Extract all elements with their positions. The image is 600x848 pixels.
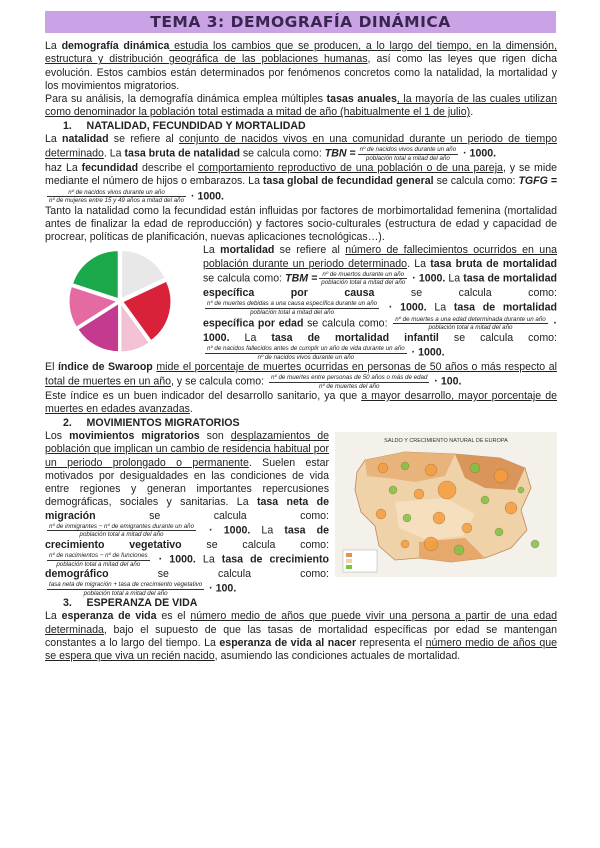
migracion-paragraph: SALDO Y CRECIMIENTO NATURAL DE EUROPA Los movimientos migratorios son desplazamientos de población que implican un cambio de residencia habitual por un periodo prolongado o permanente. Suelen estar motivados por desigualdades en las condiciones de vida entre regiones y generan importantes repercusiones demográficas, sociales y sanitarias. La tasa neta de migración se calcula como: nº de inmigrantes − nº de emigrantes durante un año población total a mitad del año · 1000. La tasa de crecimiento vegetativo se calcula como: nº de nacimientos − nº de funciones población total a mitad del año · 1000. La tasa de crecimiento demográfico se calcula como: tasa neta de migración + tasa de crecimiento vegetativo población total a mitad del año · 100. [45, 430, 557, 597]
swaroop-note: Este índice es un buen indicador del desarrollo sanitario, ya que a mayor desarrollo, mayor porcentaje de muertes en edades avanzadas. [45, 390, 557, 416]
swaroop-paragraph: El índice de Swaroop mide el porcentaje de muertes ocurridas en personas de 50 años o más respecto al total de muertes en un año, y se calcula como: nº de muertes entre personas de 50 años o más de edad nº de muertes del año · 100. [45, 360, 557, 390]
map-circle [401, 540, 409, 548]
tmi-fraction: nº de nacidos fallecidos antes de cumplir un año de vida durante un año nº de nacidos vivos durante un año [207, 345, 405, 361]
map-circle [425, 464, 437, 476]
map-circle [494, 469, 508, 483]
mortalidad-paragraph: La mortalidad se refiere al número de fallecimientos ocurridos en una población durante un periodo determinado. La tasa bruta de mortalidad se calcula como: TBM = nº de muertos durante un año población total a mitad del año · 1000. La tasa de mortalidad específica por causa se calcula como: nº de muertes debidas a una causa específica durante un año población total a mitad del año · 1000. La tasa de mortalidad específica por edad se calcula como: nº de muertes a una edad determinada durante un año población total a mitad del año · 1000. La tasa de mortalidad infantil se calcula como: nº de nacidos fallecidos antes de cumplir un año de vida durante un año nº de nacidos vivos durante un año · 1000. [45, 244, 557, 360]
tbm-fraction: nº de muertos durante un año población total a mitad del año [321, 271, 406, 287]
map-legend-swatch-3 [346, 565, 352, 569]
map-circle [401, 462, 409, 470]
swaroop-fraction: nº de muertes entre personas de 50 años o más de edad nº de muertes del año [271, 374, 428, 390]
map-circle [389, 486, 397, 494]
map-circle [518, 487, 524, 493]
map-circle [414, 489, 424, 499]
map-circle [438, 481, 456, 499]
map-legend-swatch-1 [346, 553, 352, 557]
map-circle [378, 463, 388, 473]
tbn-fraction: nº de nacidos vivos durante un año población total a mitad del año [359, 146, 457, 162]
spain-map-image [335, 432, 557, 577]
tnm-fraction: nº de inmigrantes − nº de emigrantes durante un año población total a mitad del año [49, 523, 195, 539]
esperanza-paragraph: La esperanza de vida es el número medio de años que puede vivir una persona a partir de una edad determinada, bajo el supuesto de que las tasas de mortalidad específicas por edad se mantengan constantes a lo largo del tiempo. La esperanza de vida al nacer representa el número medio de años que se espera que viva un recién nacido, asumiendo las condiciones actuales de mortalidad. [45, 610, 557, 663]
map-circle [424, 537, 438, 551]
map-legend-swatch-2 [346, 559, 352, 563]
map-circle [433, 512, 445, 524]
tgfg-fraction: nº de nacidos vivos durante un año nº de mujeres entre 15 y 49 años a mitad del año [49, 188, 185, 205]
section-2-heading: 2. MOVIMIENTOS MIGRATORIOS [63, 416, 240, 429]
title-banner [45, 11, 556, 33]
intro-paragraph-2: Para su análisis, la demografía dinámica emplea múltiples tasas anuales, la mayoría de las cuales utilizan como denominador la población total estimada a mitad de año (habitualmente el 1 de julio). [45, 93, 557, 119]
map-circle [481, 496, 489, 504]
map-circle [470, 463, 480, 473]
tmec-fraction: nº de muertes debidas a una causa específica durante un año población total a mitad del año [207, 300, 378, 316]
map-circle [495, 528, 503, 536]
fecundidad-paragraph: haz La fecundidad describe el comportamiento reproductivo de una población o de una pareja, y se mide mediante el número de hijos o embarazos. La tasa global de fecundidad general se calcula como: TGFG = nº de nacidos vivos durante un año nº de mujeres entre 15 y 49 años a mitad del año · 1000. [45, 162, 557, 205]
factors-paragraph: Tanto la natalidad como la fecundidad están influidas por factores de morbimortalidad femenina (mortalidad antes de finalizar la edad de reproducción) y factores socio-culturales (estructura de edad y capacidad de procrear, políticas de planificación, nuevas aplicaciones tecnológicas…). [45, 204, 557, 244]
tcv-fraction: nº de nacimientos − nº de funciones población total a mitad del año [49, 552, 148, 568]
map-circle [505, 502, 517, 514]
map-title: SALDO Y CRECIMIENTO NATURAL DE EUROPA [384, 437, 508, 444]
document-body [45, 40, 557, 664]
pie-slices [69, 251, 171, 352]
section-3-heading: 3. ESPERANZA DE VIDA [63, 597, 198, 610]
map-circle [462, 523, 472, 533]
pie-chart-image [45, 245, 195, 355]
tcd-fraction: tasa neta de migración + tasa de crecimiento vegetativo población total a mitad del año [49, 581, 203, 597]
map-circle [376, 509, 386, 519]
map-circle [403, 514, 411, 522]
map-circle [531, 540, 539, 548]
tmee-fraction: nº de muertes a una edad determinada durante un año población total a mitad del año [395, 316, 546, 332]
page-title: TEMA 3: DEMOGRAFÍA DINÁMICA [150, 13, 451, 31]
intro-paragraph-1: La demografía dinámica estudia los cambios que se producen, a lo largo del tiempo, en la dimensión, estructura y distribución geográfica de las poblaciones humanas, así como las leyes que rigen dicha evolución. Estos cambios están determinados por fenómenos concretos como la natalidad, la mortalidad y los movimientos migratorios. [45, 40, 558, 92]
natalidad-paragraph: La natalidad se refiere al conjunto de nacidos vivos en una comunidad durante un periodo de tiempo determinado. La tasa bruta de natalidad se calcula como: TBN = nº de nacidos vivos durante un año población total a mitad del año · 1000. [45, 133, 557, 162]
map-circle [454, 545, 464, 555]
section-1-heading: 1. NATALIDAD, FECUNDIDAD Y MORTALIDAD [63, 119, 306, 132]
